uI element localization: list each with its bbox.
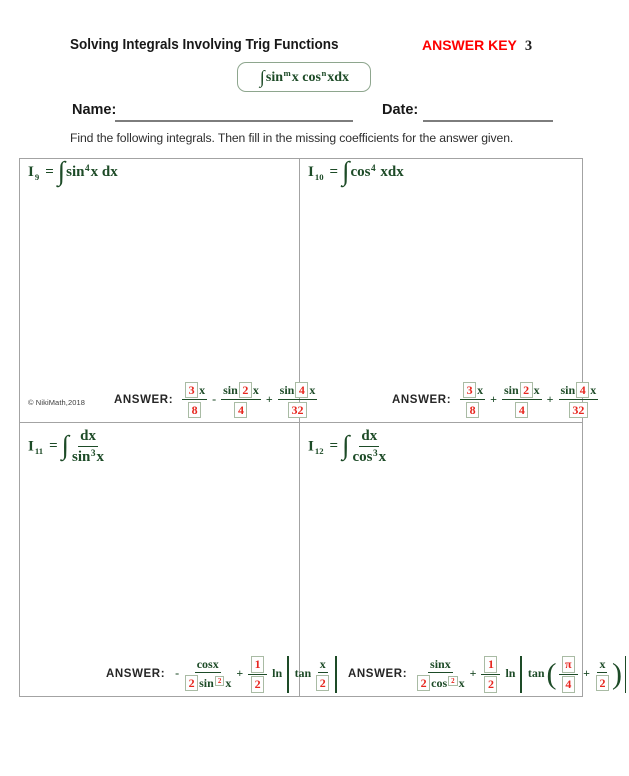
subscript: 10 [314,172,324,183]
exponent-box: 2 [448,676,457,686]
coefficient-box: 1 [484,656,497,672]
math-text: I [28,164,34,181]
coefficient-box: 2 [185,675,198,691]
math-operator: = [329,438,339,455]
denominator [416,673,464,691]
math-text: cosx [196,656,219,671]
fraction [481,656,500,692]
math-text: cos [431,675,448,690]
numerator [559,656,579,674]
denominator [568,400,589,418]
function-name: ln [272,666,283,681]
answer-label: ANSWER: [392,393,452,406]
coefficient-box: 8 [188,402,201,418]
integral-sign: ∫ [342,155,350,186]
denominator [184,673,231,691]
subscript: 12 [314,446,324,457]
problem-cell-i9 [20,155,316,423]
math-text: dx [80,428,96,444]
math-text: x cos [291,69,321,85]
date-label: Date: [382,102,419,118]
answer-label: ANSWER: [106,668,166,681]
coefficient-box: 8 [466,402,479,418]
coefficient-box: 4 [515,402,528,418]
math-operator: + [546,391,554,406]
answer-key-banner [422,37,532,55]
denominator [483,675,498,693]
function-name: ln [505,666,516,681]
fraction [182,382,207,418]
math-text: x [477,382,484,397]
math-text: I [28,438,34,455]
answer-row-i10 [392,382,600,418]
math-text: sin [265,69,284,85]
math-operator: + [469,666,477,681]
answer-label: ANSWER: [114,393,174,406]
math-text: sin [199,675,214,690]
name-blank-line [115,120,353,122]
math-text: xdx [327,69,350,85]
function-name: tan [294,666,312,681]
coefficient-box: 4 [562,676,575,692]
problem-cell-i11 [20,423,326,696]
fraction [184,658,231,692]
denominator [187,400,202,418]
math-operator: - [175,666,180,681]
formula-box [237,62,371,92]
math-text: xdx [376,164,404,181]
superscript: 4 [371,164,376,174]
general-formula-math [259,68,349,86]
math-text: cos [352,448,373,465]
subscript: 9 [34,172,40,183]
math-text: sin [560,382,576,397]
fraction [502,382,542,418]
coefficient-box: 4 [295,382,308,398]
math-operator: = [45,164,54,181]
numerator [597,658,607,674]
math-text: x [590,382,597,397]
math-text: x [96,448,105,465]
superscript: 4 [85,164,90,174]
coefficient-box: 2 [417,675,430,691]
math-operator: + [490,391,497,406]
problems-grid [19,155,622,697]
coefficient-box: 2 [239,382,252,398]
coefficient-box: 3 [463,382,476,398]
fraction [460,382,485,418]
superscript: n [321,68,327,79]
coefficient-box: 4 [234,402,247,418]
math-text: x [458,675,465,690]
math-text: sin [66,164,85,181]
close-paren: ) [611,657,622,691]
math-operator: + [236,666,244,681]
math-text: cos [350,164,371,181]
abs-bar-icon [625,656,626,693]
integral-sign: ∫ [61,430,70,461]
coefficient-box: 32 [288,402,307,418]
page-title: Solving Integrals Involving Trig Functions [70,36,339,53]
denominator [561,675,576,693]
math-text: x [225,675,232,690]
numerator [195,658,221,674]
answer-row-i12 [348,656,629,693]
abs-bar-icon [520,656,521,693]
answer-label: ANSWER: [348,668,408,681]
function-name: tan [527,666,545,681]
numerator [182,382,207,400]
exponent-box: 2 [215,676,224,686]
answer-math-i10 [458,382,600,418]
problem-cell-i10 [300,155,597,423]
math-text: x [252,382,259,397]
superscript: m [283,68,291,79]
denominator [595,673,610,691]
fraction [221,382,261,418]
math-text: dx [361,428,378,444]
coefficient-box: 4 [576,382,589,398]
coefficient-box: 2 [316,675,329,691]
problem-statement-i11 [28,428,106,466]
math-operator: - [212,391,217,406]
math-text: x [378,448,387,465]
problem-statement-i10 [308,155,404,186]
fraction [595,658,610,692]
math-text: x [533,382,540,397]
numerator [502,382,542,400]
superscript: 3 [373,448,378,459]
coefficient-box: 2 [520,382,533,398]
denominator [514,400,529,418]
answer-math-i9 [180,382,319,418]
coefficient-box: 2 [596,675,609,691]
math-text: x [309,382,316,397]
coefficient-box: 32 [569,402,588,418]
problem-statement-i12 [308,428,388,466]
integral-sign: ∫ [57,155,66,186]
integral-sign: ∫ [259,67,265,88]
fraction [72,428,104,466]
math-text: x [599,656,606,671]
math-operator: + [265,391,273,406]
copyright-notice: © NikiMath,2018 [28,398,86,407]
numerator [481,656,500,674]
fraction [559,656,579,692]
math-text: sin [503,382,519,397]
math-text: I [308,438,314,455]
integral-sign: ∫ [342,430,350,461]
numerator [248,656,267,674]
denominator [72,447,104,466]
math-text: I [308,164,314,181]
fraction [559,382,599,418]
coefficient-box: π [562,656,576,672]
subscript: 11 [34,446,44,457]
math-operator: + [583,666,590,681]
math-text: x [199,382,206,397]
answer-row-i9 [114,382,319,418]
fraction [416,658,464,692]
answer-math-i12 [414,656,629,693]
page-number: 3 [524,38,533,54]
denominator [233,400,248,418]
numerator [78,428,98,447]
math-text: sin [279,382,295,397]
math-operator: = [329,164,339,181]
math-text: x [319,656,326,671]
coefficient-box: 2 [251,676,264,692]
open-paren: ( [546,657,557,691]
math-operator: = [49,438,58,455]
fraction [353,428,387,466]
answer-key-label: ANSWER KEY [422,37,517,53]
coefficient-box: 3 [185,382,198,398]
coefficient-box: 1 [251,656,264,672]
instructions-text: Find the following integrals. Then fill in the missing coefficients for the answer given. [70,131,514,145]
numerator [359,428,379,447]
numerator [559,382,599,400]
math-text: x dx [90,164,118,181]
name-label: Name: [72,102,117,118]
problem-cell-i12 [300,423,622,696]
fraction [248,656,267,692]
date-blank-line [423,120,553,122]
problem-statement-i9 [28,155,118,186]
abs-bar-icon [287,656,288,693]
math-text: sin [72,448,91,465]
numerator [460,382,485,400]
math-text: sin [223,382,238,397]
denominator [465,400,480,418]
coefficient-box: 2 [484,676,497,692]
math-text: sinx [430,656,451,671]
denominator [353,447,387,466]
numerator [221,382,261,400]
numerator [428,658,453,674]
superscript: 3 [90,448,96,459]
denominator [250,675,265,693]
